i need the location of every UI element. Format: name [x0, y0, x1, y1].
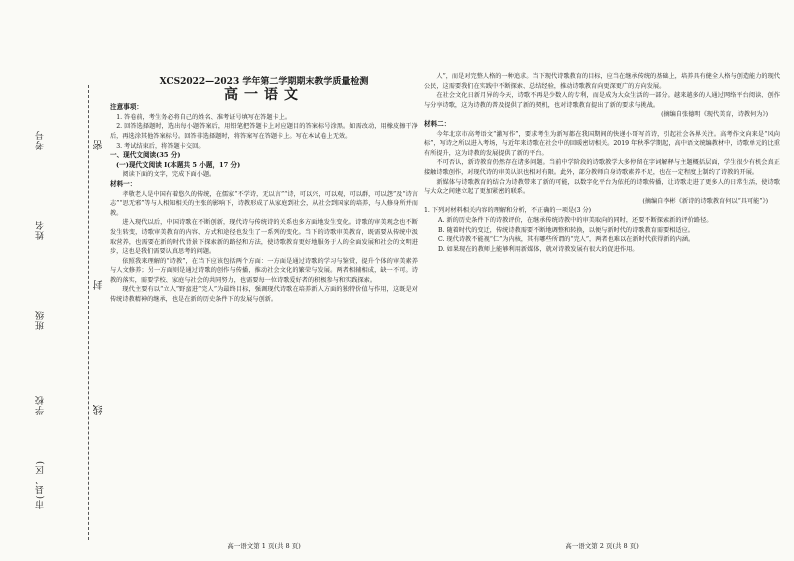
seal-dashed-line — [88, 85, 89, 540]
notice-head: 注意事项： — [110, 103, 143, 112]
notice-3: 3. 考试结束后，将答题卡交回。 — [116, 142, 205, 150]
right-para-4: 不可否认，新诗教育仍然存在诸多问题。当前中学阶段的诗歌教学大多停留在字词解释与主题概括层面，学生很少有机会真正接触诗歌创作，对现代诗的审美认识也相对有限。此外，部分教师自身诗歌素养不足，也在一定程度上制约了诗教的开展。 — [424, 159, 780, 176]
left-para-4: 现代主要有以“立人”野蛮进“完人”为最终目标，强调现代诗歌在培养新人方面的独特价值与作用，这既是对传统诗教精神的继承，也是在新的历史条件下的发展与创新。 — [110, 286, 418, 304]
question-1: 1. 下列对材料相关内容的理解和分析，不正确的一项是(3 分) — [424, 207, 592, 215]
region-label: 市(县、区) — [36, 460, 46, 510]
right-column — [424, 72, 780, 254]
source-2: (摘编自李彬《新诗的诗歌教育何以“具可能”》) — [642, 197, 768, 205]
notice-2: 2. 回答选择题时，选出每小题答案后，用铅笔把答题卡上对应题目的答案标号涂黑。如需改动，用橡皮擦干净后，再选涂其他答案标号。回答非选择题时，将答案写在答题卡上。写在本试卷上无效。 — [110, 123, 418, 140]
material-1-label: 材料一： — [110, 179, 137, 188]
right-para-1: 人”，而是对完整人格的一种追求。当下现代诗歌教育的目标，应当在继承传统的基础上，培养具有健全人格与创造能力的现代公民，这需要我们在实践中不断探索、总结经验，推动诗歌教育向更深更广的方向发展。 — [424, 73, 780, 90]
subject-title: 高一语文 — [224, 86, 304, 103]
subsection-1-head: (一)现代文阅读 I(本题共 5 小题，17 分) — [116, 160, 241, 169]
left-para-1: 孝敬老人是中国有着悠久的传统，在儒家“不学诗，无以言”“诗，可以兴，可以观，可以群，可以怨”及“诗言志”“思无邪”等与人相知相关的主张的影响下，诗教形成了从家庭到社会，从社会到国家的培养，与人修身所并而教。 — [110, 190, 418, 217]
option-c: C. 现代诗教不能视“仁”为内核，其有哪些所谓的“完人”，两者也难以在新时代获得新的内涵。 — [438, 236, 695, 244]
source-1: (摘编自张德明《现代美育，诗教何为》) — [661, 111, 768, 119]
left-column — [110, 72, 418, 305]
material-2-label: 材料二： — [424, 119, 451, 128]
right-page-footer: 高一语文第 2 页(共 8 页) — [565, 542, 639, 550]
right-para-5: 新媒体与诗歌教育的结合为诗教带来了新的可能，以数字化平台为依托的诗歌传播，让诗歌走进了更多人的日常生活，使诗歌与大众之间建立起了更加紧密的联系。 — [424, 178, 780, 196]
option-a: A. 新的历史条件下的诗教评价，在继承传统诗教中的审美取向的同时，还要不断探索新的评价路径。 — [438, 216, 713, 224]
seal-char-1: 密 — [94, 140, 105, 150]
class-label: 班级 — [36, 310, 46, 330]
left-page-footer: 高一语文第 1 页(共 8 页) — [227, 542, 301, 550]
exam-no-label: 考号 — [36, 130, 46, 150]
right-para-3: 今年北京市高考语文“激写作”，要求考生为新写都在我国期间的快递小哥写首诗，引起社会各界关注。高考作文向来是“风向标”，写诗之所以进入考场，与近年来诗歌在社会中的回暖密切相关。2019 年秋季学期起，高中语文统编教材中，诗歌单元的比重有所提升，这为诗教的发展提供了新的平台。 — [424, 130, 780, 157]
exam-title: XCS2022—2023 学年第二学期期末教学质量检测 — [159, 77, 369, 87]
seal-char-3: 线 — [94, 405, 105, 415]
right-para-2: 在社会文化日新月异的今天，诗歌不再是少数人的专利，而是成为大众生活的一部分。越来越多的人通过网络平台阅读、创作与分享诗歌，这为诗教的普及提供了新的契机，也对诗歌教育提出了新的要求与挑战。 — [424, 92, 780, 109]
section-1-head: 一、现代文阅读(35 分) — [110, 151, 181, 160]
school-label: 学校 — [36, 395, 46, 415]
notice-1: 1. 答卷前，考生务必将自己的姓名、准考证号填写在答题卡上。 — [116, 113, 292, 121]
option-b: B. 随着时代的变迁，传统诗教需要不断地调整和转换，以便与新时代的诗歌教育需要相适应。 — [438, 226, 694, 234]
option-d: D. 如果现在的教师上能够利用新媒体，就对诗教发展有很大的促进作用。 — [438, 245, 639, 253]
seal-char-2: 封 — [94, 280, 105, 290]
left-para-3: 依照我来理解的“诗教”，在当下应该包括两个方面：一方面是通过诗歌的学习与鉴赏，提升个体的审美素养与人文修养；另一方面则是通过诗歌的创作与传播，推动社会文化的繁荣与发展。两者相辅相成，缺一不可。诗教的落实，需要学校、家庭与社会的共同努力，也需要每一位诗歌爱好者的积极参与和实践探索。 — [110, 257, 418, 284]
instruction: 阅读下面的文字，完成下面小题。 — [122, 171, 216, 179]
name-label: 姓名 — [36, 220, 46, 240]
left-para-2: 进入现代以后，中国诗歌在不断创新，现代诗与传统诗的关系也多方面地发生变化。诗歌的审美观念也不断发生转变，诗歌审美教育的内容、方式和途径也发生了一系列的变化。当下的诗歌审美教育，既需要从传统中汲取营养，也需要在新的时代背景下探索新的路径和方法，使诗歌教育更好地服务于人的全面发展和社会的文明进步，这也是我们需要认真思考的问题。 — [110, 219, 418, 256]
